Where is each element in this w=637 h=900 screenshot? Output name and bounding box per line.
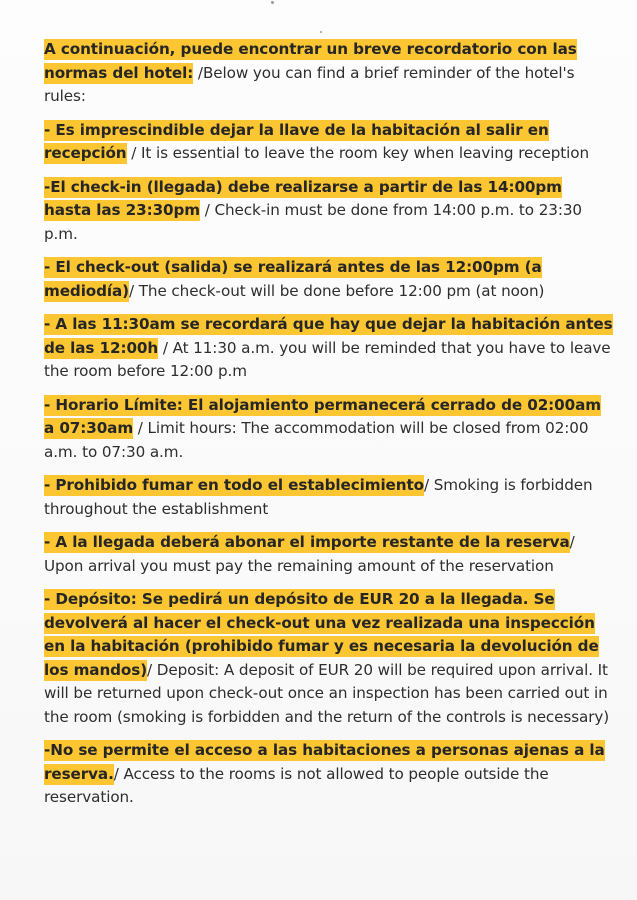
rule-english-text: / It is essential to leave the room key when leaving reception — [126, 144, 589, 162]
rule-english-text: / Check-in must be done from 14:00 p.m. to 23:30 p.m. — [44, 201, 582, 243]
rule-english-text: / The check-out will be done before 12:00 pm (at noon) — [129, 281, 545, 300]
rule-english-text: / Limit hours: The accommodation will be closed from 02:00 a.m. to 07:30 a.m. — [44, 419, 589, 461]
rule-english-text: / Smoking is forbidden throughout the establishment — [44, 476, 593, 518]
scan-speck — [320, 31, 322, 33]
intro-spanish-highlight: A continuación, puede encontrar un breve recordatorio con las normas del hotel: — [44, 40, 577, 82]
rule-payment — [44, 531, 614, 578]
rule-spanish-highlight: - El check-out (salida) se realizará antes de las 12:00pm (a mediodía) — [44, 258, 542, 300]
rule-spanish-highlight: - A las 11:30am se recordará que hay que dejar la habitación antes de las 12:00h — [44, 315, 613, 357]
rule-limit-hours — [44, 394, 614, 465]
rule-english-text: / Upon arrival you must pay the remaining amount of the reservation — [44, 533, 575, 575]
hotel-rules-document — [44, 38, 614, 820]
rule-room-key — [44, 119, 614, 166]
rule-english-text: / At 11:30 a.m. you will be reminded that you have to leave the room before 12:00 p.m — [44, 338, 611, 380]
rule-room-access — [44, 739, 614, 810]
rule-reminder — [44, 313, 614, 384]
rule-spanish-highlight: -No se permite el acceso a las habitaciones a personas ajenas a la reserva. — [44, 741, 605, 783]
scan-speck — [271, 1, 274, 4]
rule-spanish-highlight: - Depósito: Se pedirá un depósito de EUR 20 a la llegada. Se devolverá al hacer el check-out una vez realizada una inspección en la habitación (prohibido fumar y es necesaria la devolución de los mandos) — [44, 590, 599, 679]
rule-spanish-highlight: - Es imprescindible dejar la llave de la habitación al salir en recepción — [44, 120, 549, 162]
rule-deposit — [44, 588, 614, 729]
rule-check-out — [44, 256, 614, 303]
rule-spanish-highlight: - A la llegada deberá abonar el importe restante de la reserva — [44, 533, 570, 551]
rule-english-text: / Deposit: A deposit of EUR 20 will be required upon arrival. It will be returned upon check-out once an inspection has been carried out in the room (smoking is forbidden and the return of the controls is necessary) — [44, 660, 610, 726]
intro-english-text: /Below you can find a brief reminder of the hotel's rules: — [44, 63, 575, 105]
intro-paragraph — [44, 38, 614, 109]
rule-spanish-highlight: - Prohibido fumar en todo el establecimiento — [44, 476, 424, 494]
rule-check-in — [44, 176, 614, 247]
rule-spanish-highlight: - Horario Límite: El alojamiento permanecerá cerrado de 02:00am a 07:30am — [44, 395, 601, 437]
rule-spanish-highlight: -El check-in (llegada) debe realizarse a partir de las 14:00pm hasta las 23:30pm — [44, 177, 562, 219]
rule-english-text: / Access to the rooms is not allowed to people outside the reservation. — [44, 764, 549, 806]
rule-no-smoking — [44, 474, 614, 521]
